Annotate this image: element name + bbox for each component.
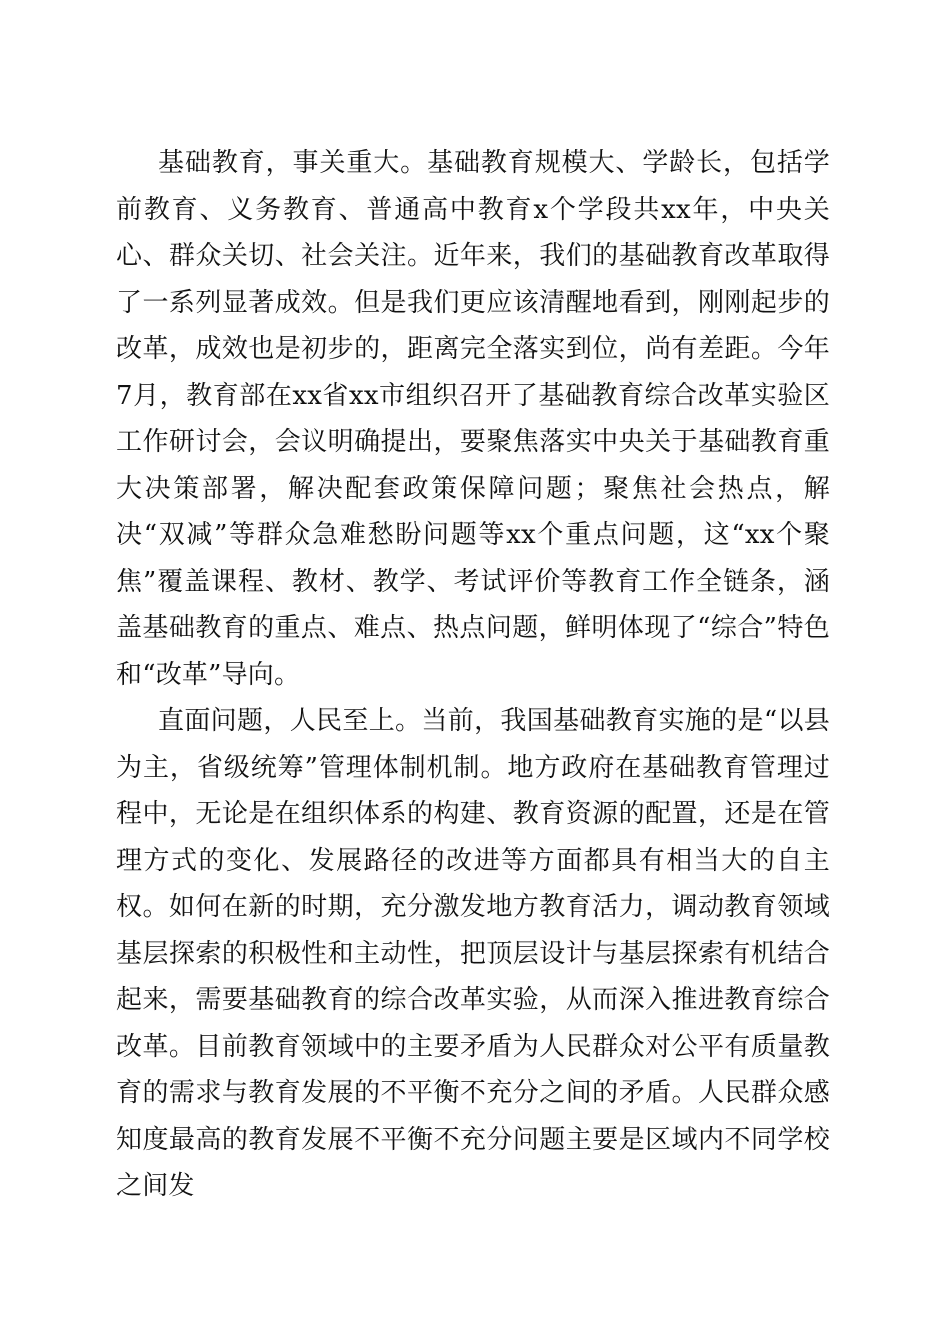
document-body	[116, 140, 830, 1210]
paragraph-basic-education: 基础教育，事关重大。基础教育规模大、学龄长，包括学前教育、义务教育、普通高中教育x个学段共xx年，中央关心、群众关切、社会关注。近年来，我们的基础教育改革取得了一系列显著成效。但是我们更应该清醒地看到，刚刚起步的改革，成效也是初步的，距离完全落实到位，尚有差距。今年7月，教育部在xx省xx市组织召开了基础教育综合改革实验区工作研讨会，会议明确提出，要聚焦落实中央关于基础教育重大决策部署，解决配套政策保障问题；聚焦社会热点，解决“双减”等群众急难愁盼问题等xx个重点问题，这“xx个聚焦”覆盖课程、教材、教学、考试评价等教育工作全链条，涵盖基础教育的重点、难点、热点问题，鲜明体现了“综合”特色和“改革”导向。	[116, 148, 830, 690]
paragraph-facing-problems: 直面问题，人民至上。当前，我国基础教育实施的是“以县为主，省级统筹”管理体制机制。地方政府在基础教育管理过程中，无论是在组织体系的构建、教育资源的配置，还是在管理方式的变化、发展路径的改进等方面都具有相当大的自主权。如何在新的时期，充分激发地方教育活力，调动教育领域基层探索的积极性和主动性，把顶层设计与基层探索有机结合起来，需要基础教育的综合改革实验，从而深入推进教育综合改革。目前教育领域中的主要矛盾为人民群众对公平有质量教育的需求与教育发展的不平衡不充分之间的矛盾。人民群众感知度最高的教育发展不平衡不充分问题主要是区域内不同学校之间发	[116, 706, 830, 1201]
